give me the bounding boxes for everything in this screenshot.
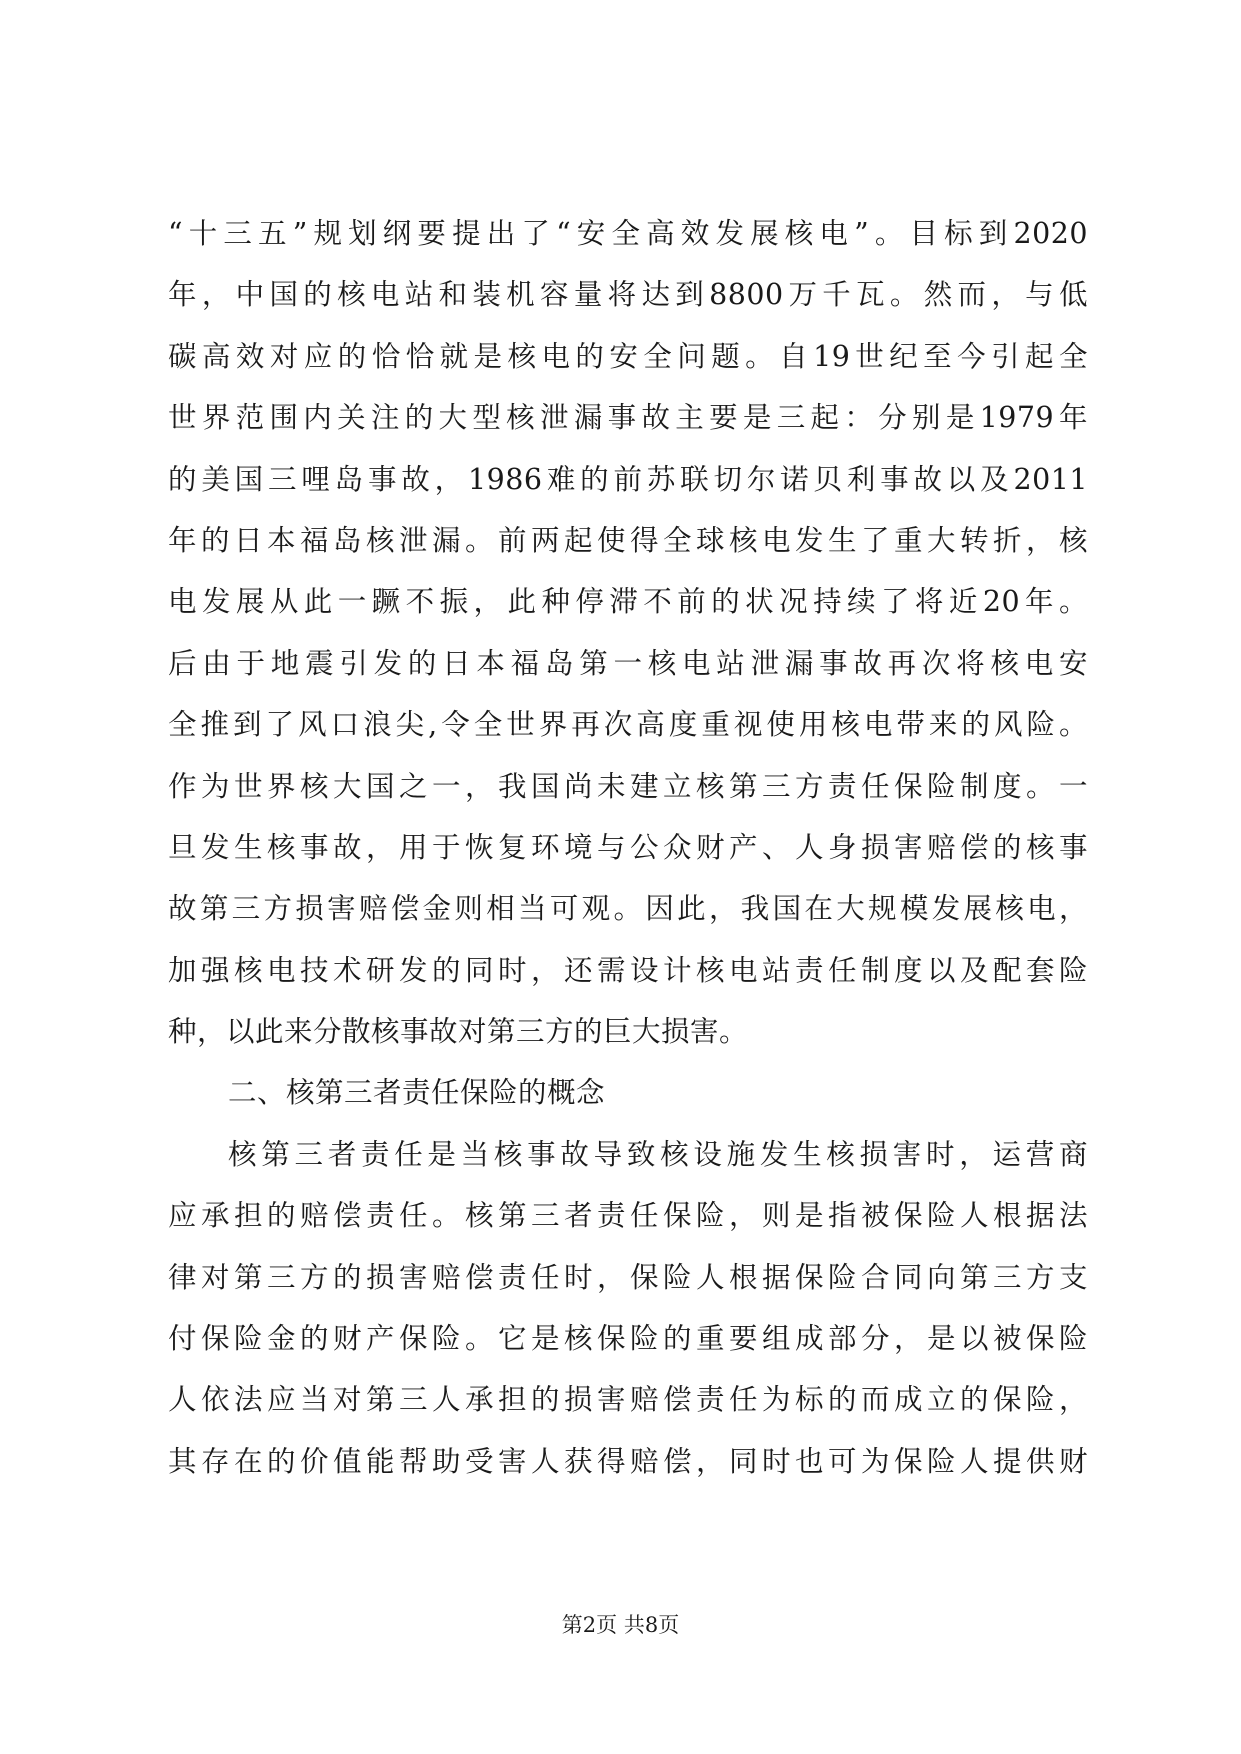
text-line: 作为世界核大国之一，我国尚未建立核第三方责任保险制度。一: [168, 769, 1088, 803]
text-line: 的美国三哩岛事故，1986难的前苏联切尔诺贝利事故以及2011: [168, 462, 1088, 496]
text-line: 核第三者责任是当核事故导致核设施发生核损害时，运营商: [228, 1137, 1088, 1171]
text-line: 碳高效对应的恰恰就是核电的安全问题。自19世纪至今引起全: [168, 339, 1088, 373]
text-line: 年的日本福岛核泄漏。前两起使得全球核电发生了重大转折，核: [168, 523, 1088, 557]
text-line: 年，中国的核电站和装机容量将达到8800万千瓦。然而，与低: [168, 278, 1088, 312]
document-body: [168, 203, 1088, 1492]
section-heading: 二、核第三者责任保险的概念: [228, 1076, 606, 1110]
text-line: 种，以此来分散核事故对第三方的巨大损害。: [168, 1015, 749, 1049]
text-line: 其存在的价值能帮助受害人获得赔偿，同时也可为保险人提供财: [168, 1444, 1088, 1478]
text-line: 律对第三方的损害赔偿责任时，保险人根据保险合同向第三方支: [168, 1260, 1088, 1294]
text-line: 旦发生核事故，用于恢复环境与公众财产、人身损害赔偿的核事: [168, 830, 1088, 864]
text-line: 付保险金的财产保险。它是核保险的重要组成部分，是以被保险: [168, 1322, 1088, 1356]
text-line: 故第三方损害赔偿金则相当可观。因此，我国在大规模发展核电，: [168, 892, 1088, 926]
text-line: 人依法应当对第三人承担的损害赔偿责任为标的而成立的保险，: [168, 1383, 1088, 1417]
text-line: 全推到了风口浪尖,令全世界再次高度重视使用核电带来的风险。: [168, 708, 1088, 742]
text-line: 电发展从此一蹶不振，此种停滞不前的状况持续了将近20年。: [168, 585, 1088, 619]
text-line: 后由于地震引发的日本福岛第一核电站泄漏事故再次将核电安: [168, 646, 1088, 680]
text-line: 世界范围内关注的大型核泄漏事故主要是三起：分别是1979年: [168, 401, 1088, 435]
text-line: “十三五”规划纲要提出了“安全高效发展核电”。目标到2020: [168, 217, 1088, 250]
text-line: 加强核电技术研发的同时，还需设计核电站责任制度以及配套险: [168, 953, 1088, 987]
page-number-footer: 第2页 共8页: [561, 1613, 680, 1637]
text-line: 应承担的赔偿责任。核第三者责任保险，则是指被保险人根据法: [168, 1199, 1088, 1233]
